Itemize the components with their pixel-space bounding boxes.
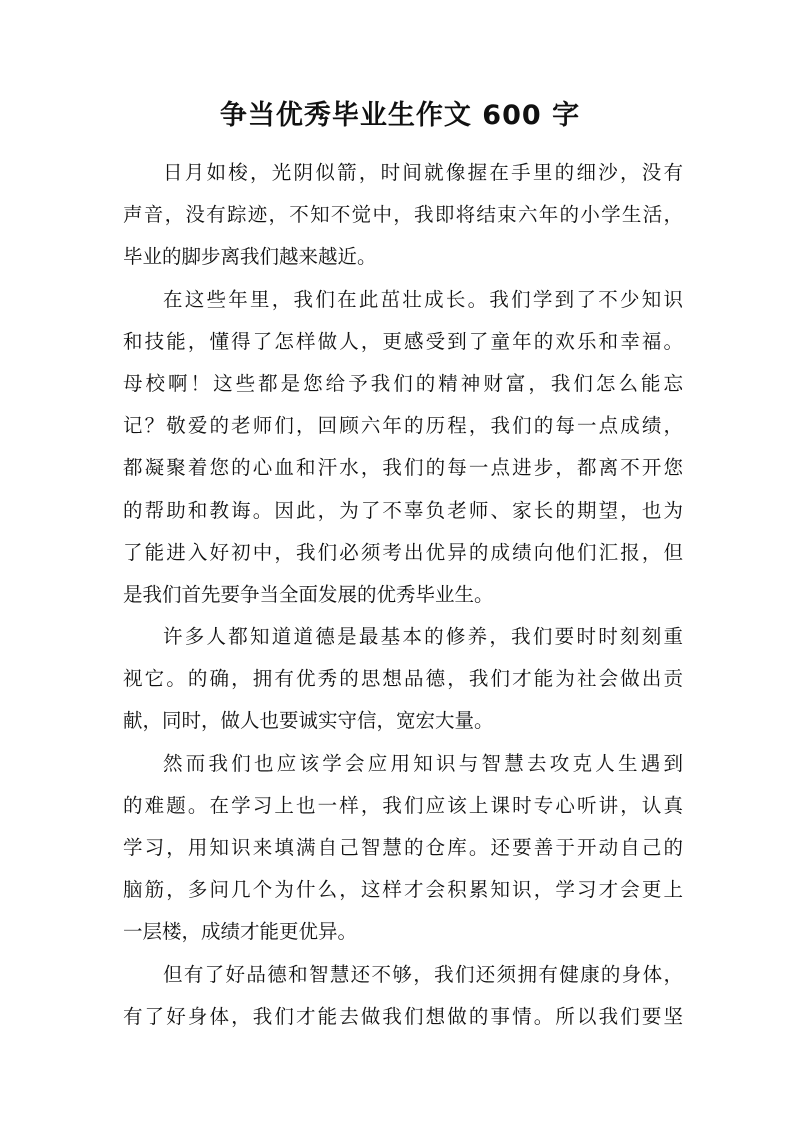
text-line: 有了好身体，我们才能去做我们想做的事情。所以我们要坚: [123, 1004, 683, 1028]
text-line: 献，同时，做人也要诚实守信，宽宏大量。: [123, 709, 494, 733]
text-line: 和技能，懂得了怎样做人，更感受到了童年的欢乐和幸福。: [123, 329, 683, 353]
text-line: 学习，用知识来填满自己智慧的仓库。还要善于开动自己的: [123, 836, 683, 859]
paragraph-1: [123, 152, 683, 279]
text-line: 是我们首先要争当全面发展的优秀毕业生。: [123, 582, 494, 606]
text-line: 毕业的脚步离我们越来越近。: [123, 245, 377, 269]
text-line: 然而我们也应该学会应用知识与智慧去攻克人生遇到: [163, 751, 683, 775]
paragraph-4: [123, 743, 683, 954]
paragraph-3: [123, 616, 683, 743]
text-line: 的帮助和教诲。因此，为了不辜负老师、家长的期望，也为: [123, 498, 683, 522]
text-line: 脑筋，多问几个为什么，这样才会积累知识，学习才会更上: [123, 878, 683, 902]
document-title: 争当优秀毕业生作文 600 字: [219, 100, 581, 131]
text-line: 在这些年里，我们在此茁壮成长。我们学到了不少知识: [163, 287, 683, 311]
paragraph-5: [123, 954, 683, 1038]
text-line: 一层楼，成绩才能更优异。: [123, 920, 358, 944]
text-line: 了能进入好初中，我们必须考出优异的成绩向他们汇报，但: [123, 540, 683, 564]
document-body: [123, 152, 683, 1038]
paragraph-2: [123, 279, 683, 617]
text-line: 日月如梭，光阴似箭，时间就像握在手里的细沙，没有: [163, 161, 683, 184]
text-line: 母校啊！这些都是您给予我们的精神财富，我们怎么能忘: [123, 371, 683, 395]
text-line: 视它。的确，拥有优秀的思想品德，我们才能为社会做出贡: [123, 667, 683, 691]
text-line: 都凝聚着您的心血和汗水，我们的每一点进步，都离不开您: [123, 456, 683, 480]
text-line: 但有了好品德和智慧还不够，我们还须拥有健康的身体，: [163, 962, 683, 986]
text-line: 的难题。在学习上也一样，我们应该上课时专心听讲，认真: [123, 793, 683, 817]
text-line: 许多人都知道道德是最基本的修养，我们要时时刻刻重: [163, 625, 683, 649]
text-line: 记？敬爱的老师们，回顾六年的历程，我们的每一点成绩，: [123, 414, 683, 438]
text-line: 声音，没有踪迹，不知不觉中，我即将结束六年的小学生活，: [123, 203, 683, 227]
